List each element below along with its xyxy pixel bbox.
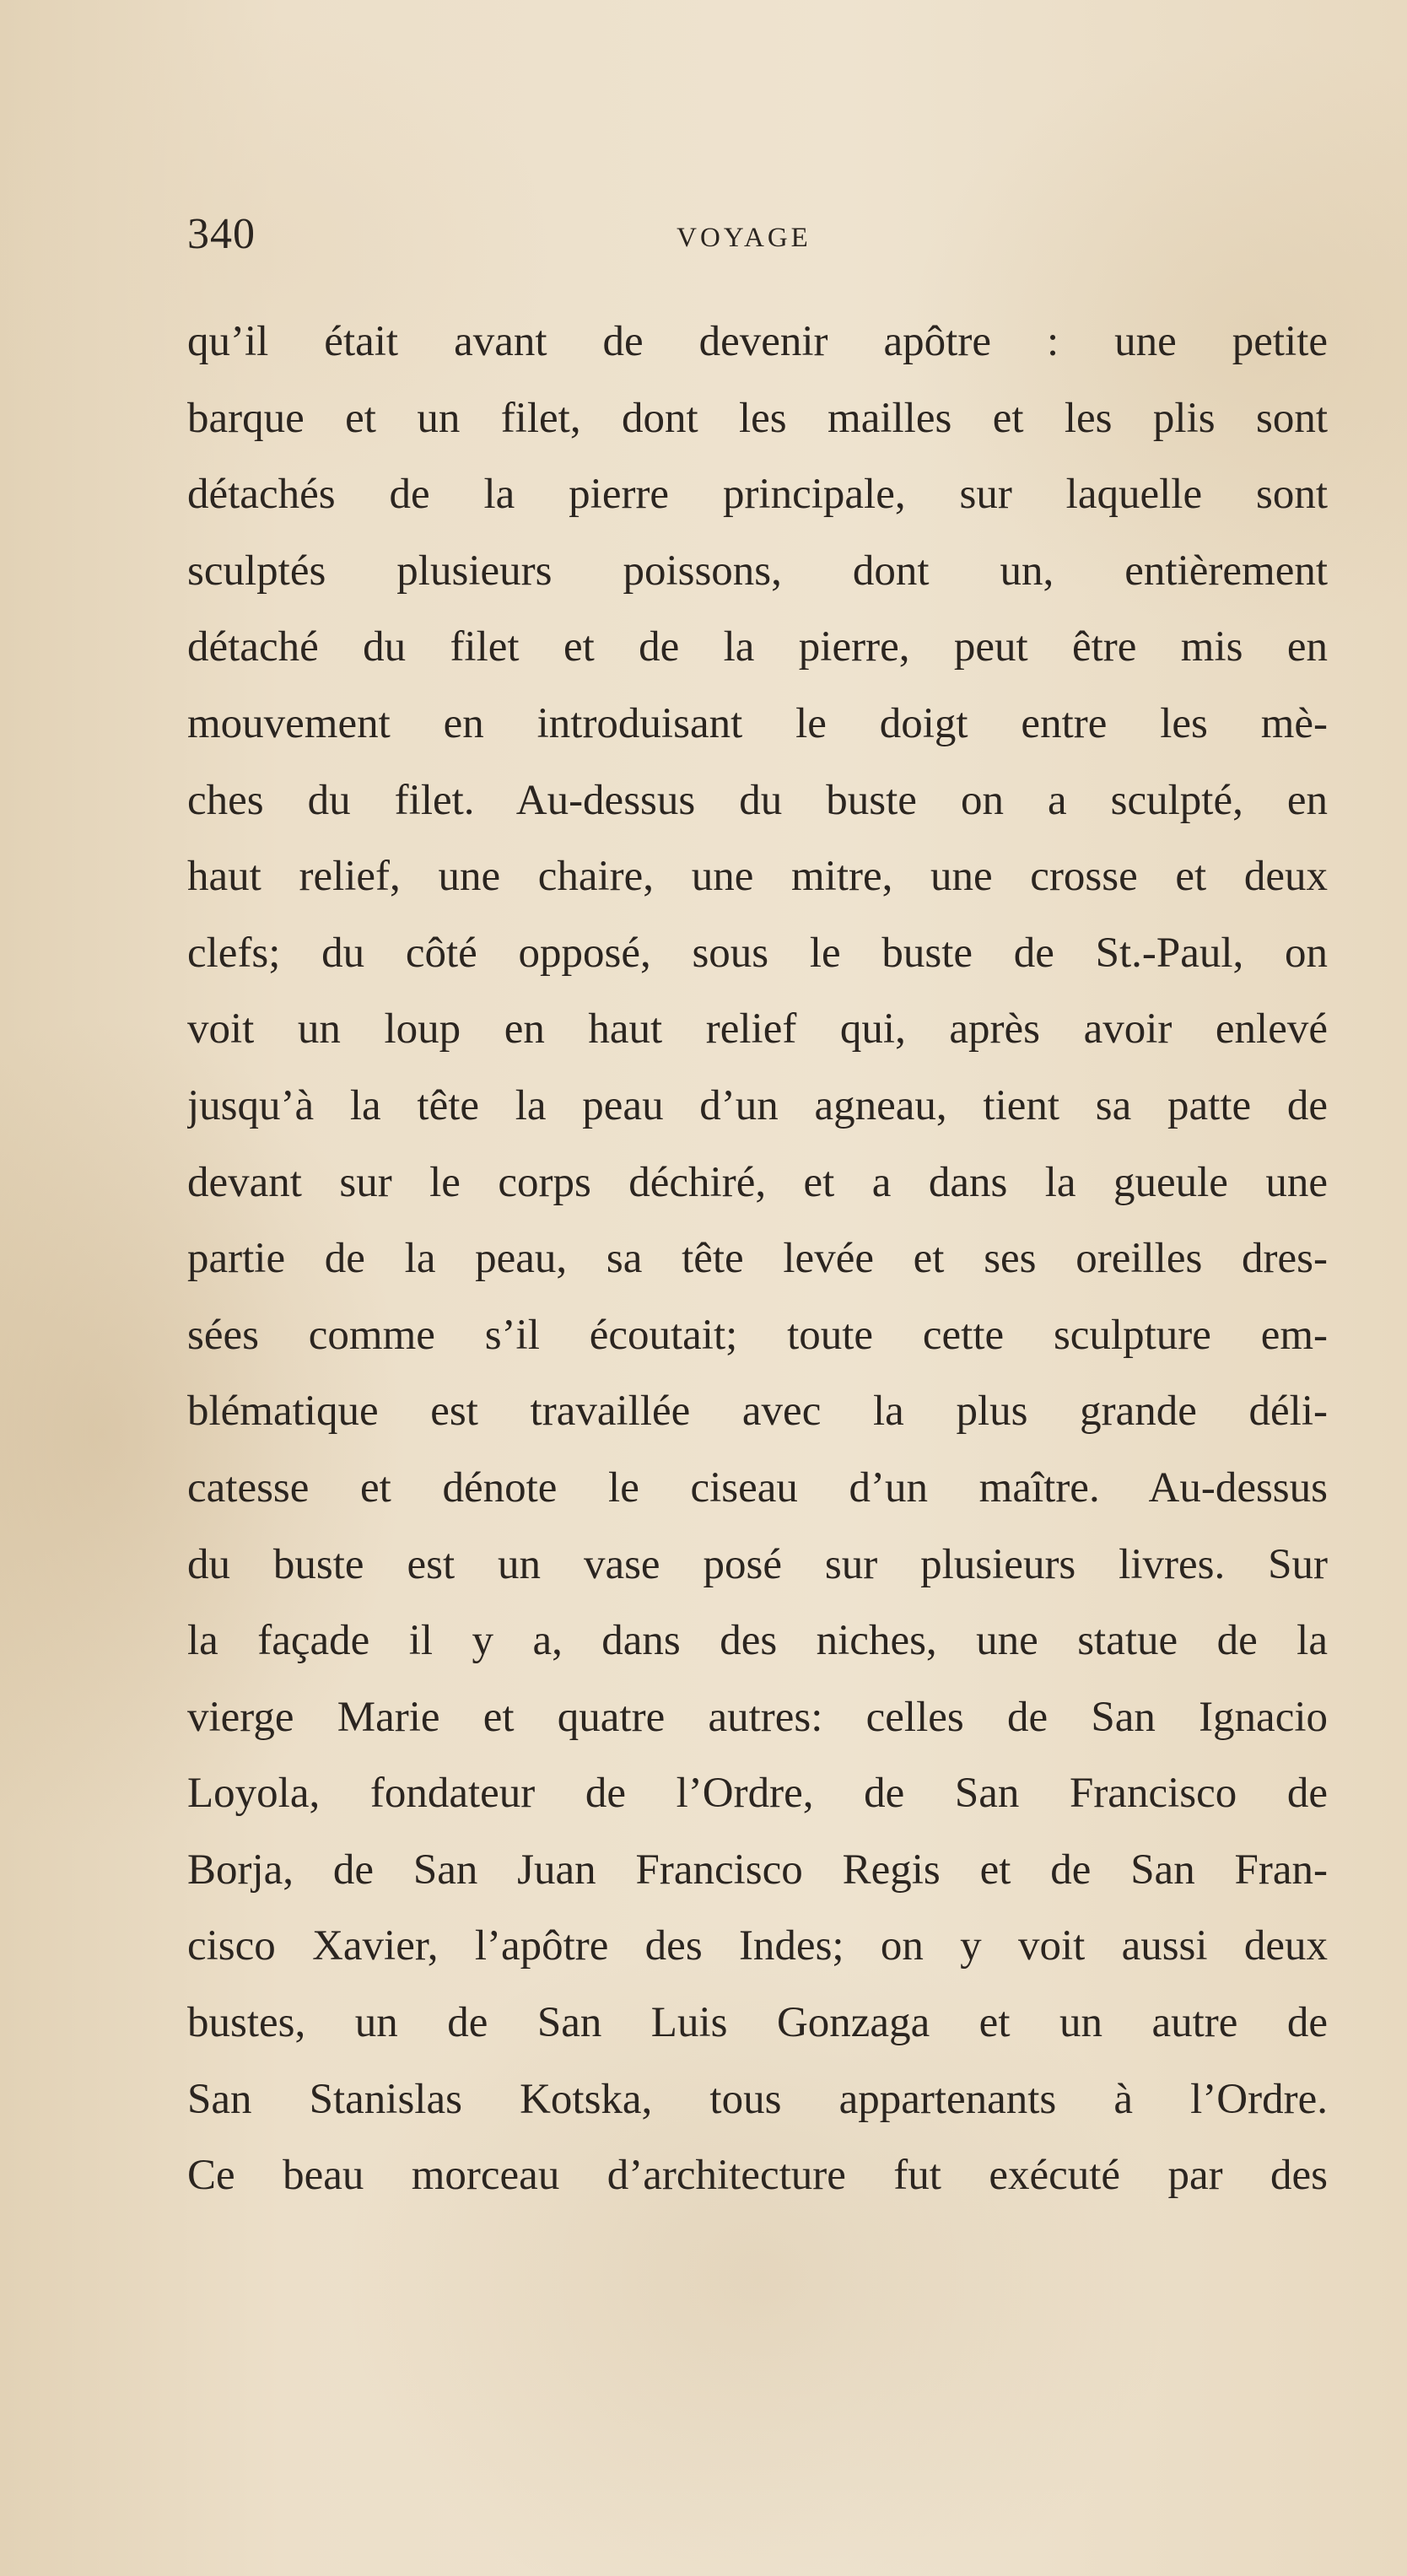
text-line: vierge Marie et quatre autres: celles de San Ignacio [187,1693,1328,1741]
text-line: jusqu’à la tête la peau d’un agneau, tient sa patte de [187,1081,1328,1129]
text-line: bustes, un de San Luis Gonzaga et un autre de [187,1999,1328,2047]
page-number: 340 [187,210,256,258]
text-line: cisco Xavier, l’apôtre des Indes; on y voit aussi deux [187,1922,1328,1970]
text-line: mouvement en introduisant le doigt entre les mè- [187,699,1328,747]
text-line: Borja, de San Juan Francisco Regis et de San Fran- [187,1846,1328,1894]
body-text [187,304,1328,2214]
text-line: barque et un filet, dont les mailles et les plis sont [187,394,1328,442]
text-line: qu’il était avant de devenir apôtre : une petite [187,318,1328,365]
running-head [187,209,1326,268]
text-line: partie de la peau, sa tête levée et ses oreilles dres- [187,1235,1328,1283]
text-line: catesse et dénote le ciseau d’un maître. Au-dessus [187,1463,1328,1512]
running-title: VOYAGE [677,223,811,253]
text-line: Ce beau morceau d’architecture fut exécuté par des [187,2152,1328,2200]
text-line: ches du filet. Au-dessus du buste on a sculpté, en [187,776,1328,824]
text-line: devant sur le corps déchiré, et a dans la gueule une [187,1158,1328,1206]
text-line: détaché du filet et de la pierre, peut être mis en [187,623,1328,671]
text-line: haut relief, une chaire, une mitre, une crosse et deux [187,853,1328,901]
text-line: la façade il y a, dans des niches, une statue de la [187,1617,1328,1665]
text-line: du buste est un vase posé sur plusieurs livres. Sur [187,1540,1328,1588]
text-line: Loyola, fondateur de l’Ordre, de San Francisco de [187,1770,1328,1818]
text-line: détachés de la pierre principale, sur laquelle sont [187,471,1328,519]
text-line: sées comme s’il écoutait; toute cette sculpture em- [187,1311,1328,1359]
text-line: clefs; du côté opposé, sous le buste de St.-Paul, on [187,929,1328,977]
text-line: sculptés plusieurs poissons, dont un, entièrement [187,547,1328,595]
text-line: blématique est travaillée avec la plus grande déli- [187,1388,1328,1436]
text-line: San Stanislas Kotska, tous appartenants à l’Ordre. [187,2075,1328,2123]
text-line: voit un loup en haut relief qui, après avoir enlevé [187,1005,1328,1054]
